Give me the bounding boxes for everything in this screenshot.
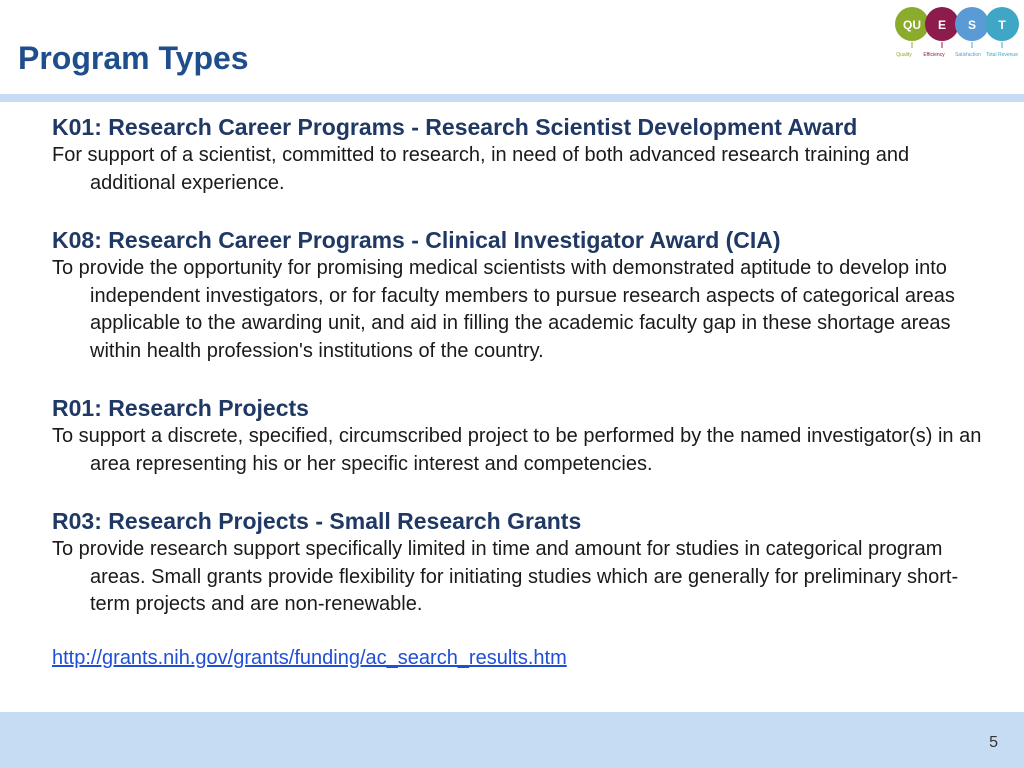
program-k08 xyxy=(52,225,992,365)
page-title: Program Types xyxy=(18,40,249,76)
program-description: For support of a scientist, committed to research, in need of both advanced research training and additional experience. xyxy=(52,144,910,194)
footer-band xyxy=(0,712,1024,768)
program-description: To support a discrete, specified, circumscribed project to be performed by the named investigator(s) in an area representing his or her specific interest and competencies. xyxy=(52,425,982,475)
logo-letter-e: E xyxy=(937,18,947,32)
logo-caption-quality: Quality xyxy=(896,52,912,58)
program-heading: R03: Research Projects - Small Research Grants xyxy=(52,508,582,534)
program-heading: R01: Research Projects xyxy=(52,395,309,421)
program-heading: K01: Research Career Programs - Research Scientist Development Award xyxy=(52,114,858,140)
page-number: 5 xyxy=(989,734,998,751)
logo-letter-s: S xyxy=(967,18,977,32)
program-heading: K08: Research Career Programs - Clinical Investigator Award (CIA) xyxy=(52,227,781,253)
title-divider xyxy=(0,94,1024,102)
logo-caption-satisfaction: Satisfaction xyxy=(955,52,981,58)
program-k01 xyxy=(52,112,992,197)
logo-caption-total-revenue: Total Revenue xyxy=(986,52,1018,58)
program-description: To provide the opportunity for promising medical scientists with demonstrated aptitude to develop into independent investigators, or for faculty members to pursue research aspects of categorical areas applicable to the awarding unit, and aid in filling the academic faculty gap in these shortage areas within health profession's institutions of the country. xyxy=(52,257,955,362)
logo-letter-qu: QU xyxy=(903,18,921,32)
nih-source-link[interactable]: http://grants.nih.gov/grants/funding/ac_search_results.htm xyxy=(52,646,567,669)
logo-letter-t: T xyxy=(998,18,1006,32)
program-r01 xyxy=(52,393,992,478)
program-description: To provide research support specifically limited in time and amount for studies in categorical program areas. Small grants provide flexibility for initiating studies which are generally for preliminary short-term projects and are non-renewable. xyxy=(52,538,959,615)
logo-caption-efficiency: Efficiency xyxy=(923,52,945,58)
program-list xyxy=(52,112,992,670)
program-r03 xyxy=(52,506,992,619)
quest-logo xyxy=(890,4,1020,68)
